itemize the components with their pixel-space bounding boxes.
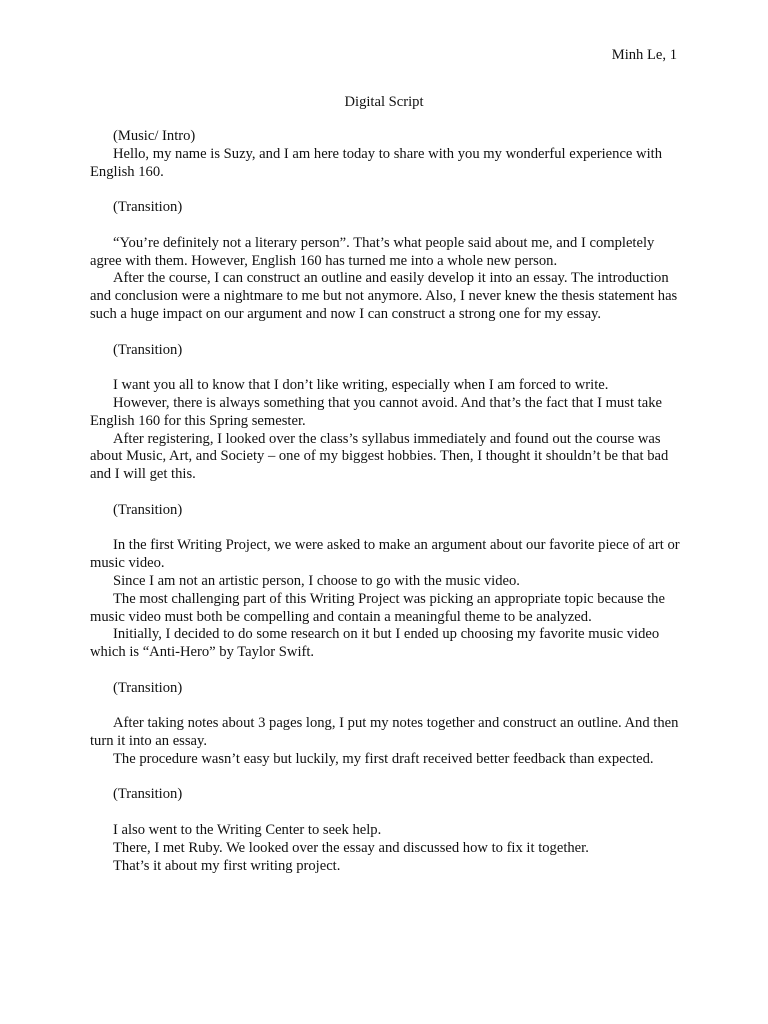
running-head: Minh Le, 1 bbox=[611, 47, 677, 63]
stage-direction: (Transition) bbox=[113, 786, 183, 803]
script-paragraph: After taking notes about 3 pages long, I put my notes together and construct an outline. And then turn it into an essay. bbox=[90, 715, 679, 750]
blank-line bbox=[90, 181, 680, 199]
script-paragraph: The procedure wasn’t easy but luckily, my first draft received better feedback than expected. bbox=[113, 750, 654, 767]
script-paragraph: That’s it about my first writing project. bbox=[113, 857, 341, 874]
script-paragraph: I also went to the Writing Center to seek help. bbox=[113, 822, 382, 839]
blank-line bbox=[90, 698, 680, 716]
stage-direction: (Music/ Intro) bbox=[113, 128, 196, 144]
script-paragraph: However, there is always something that you cannot avoid. And that’s the fact that I must take English 160 for this Spring semester. bbox=[90, 394, 662, 429]
script-paragraph: Since I am not an artistic person, I choose to go with the music video. bbox=[113, 572, 520, 589]
script-paragraph: I want you all to know that I don’t like writing, especially when I am forced to write. bbox=[113, 377, 609, 394]
blank-line bbox=[90, 769, 680, 787]
stage-direction: (Transition) bbox=[113, 199, 183, 216]
stage-direction: (Transition) bbox=[113, 501, 183, 518]
script-paragraph: In the first Writing Project, we were asked to make an argument about our favorite piece of art or music video. bbox=[90, 537, 680, 572]
script-paragraph: Hello, my name is Suzy, and I am here today to share with you my wonderful experience with English 160. bbox=[90, 145, 663, 180]
stage-direction: (Transition) bbox=[113, 341, 183, 358]
blank-line bbox=[90, 662, 680, 680]
script-paragraph: The most challenging part of this Writing Project was picking an appropriate topic because the music video must both be compelling and contain a meaningful theme to be analyzed. bbox=[90, 590, 665, 625]
script-paragraph: After registering, I looked over the class’s syllabus immediately and found out the course was about Music, Art, and Society – one of my biggest hobbies. Then, I thought it shouldn’t be that bad and I will get this. bbox=[90, 430, 669, 483]
script-body bbox=[90, 128, 680, 875]
page-title: Digital Script bbox=[344, 94, 424, 110]
blank-line bbox=[90, 359, 680, 377]
blank-line bbox=[90, 804, 680, 822]
script-paragraph: After the course, I can construct an outline and easily develop it into an essay. The introduction and conclusion were a nightmare to me but not anymore. Also, I never knew the thesis statement has such a huge impact on our argument and now I can construct a strong one for my essay. bbox=[90, 270, 678, 322]
blank-line bbox=[90, 217, 680, 235]
script-paragraph: Initially, I decided to do some research on it but I ended up choosing my favorite music video which is “Anti-Hero” by Taylor Swift. bbox=[90, 626, 660, 661]
blank-line bbox=[90, 484, 680, 502]
script-paragraph: There, I met Ruby. We looked over the essay and discussed how to fix it together. bbox=[113, 839, 589, 856]
blank-line bbox=[90, 324, 680, 342]
stage-direction: (Transition) bbox=[113, 679, 183, 696]
script-paragraph: “You’re definitely not a literary person”. That’s what people said about me, and I completely agree with them. However, English 160 has turned me into a whole new person. bbox=[90, 234, 655, 269]
blank-line bbox=[90, 520, 680, 538]
